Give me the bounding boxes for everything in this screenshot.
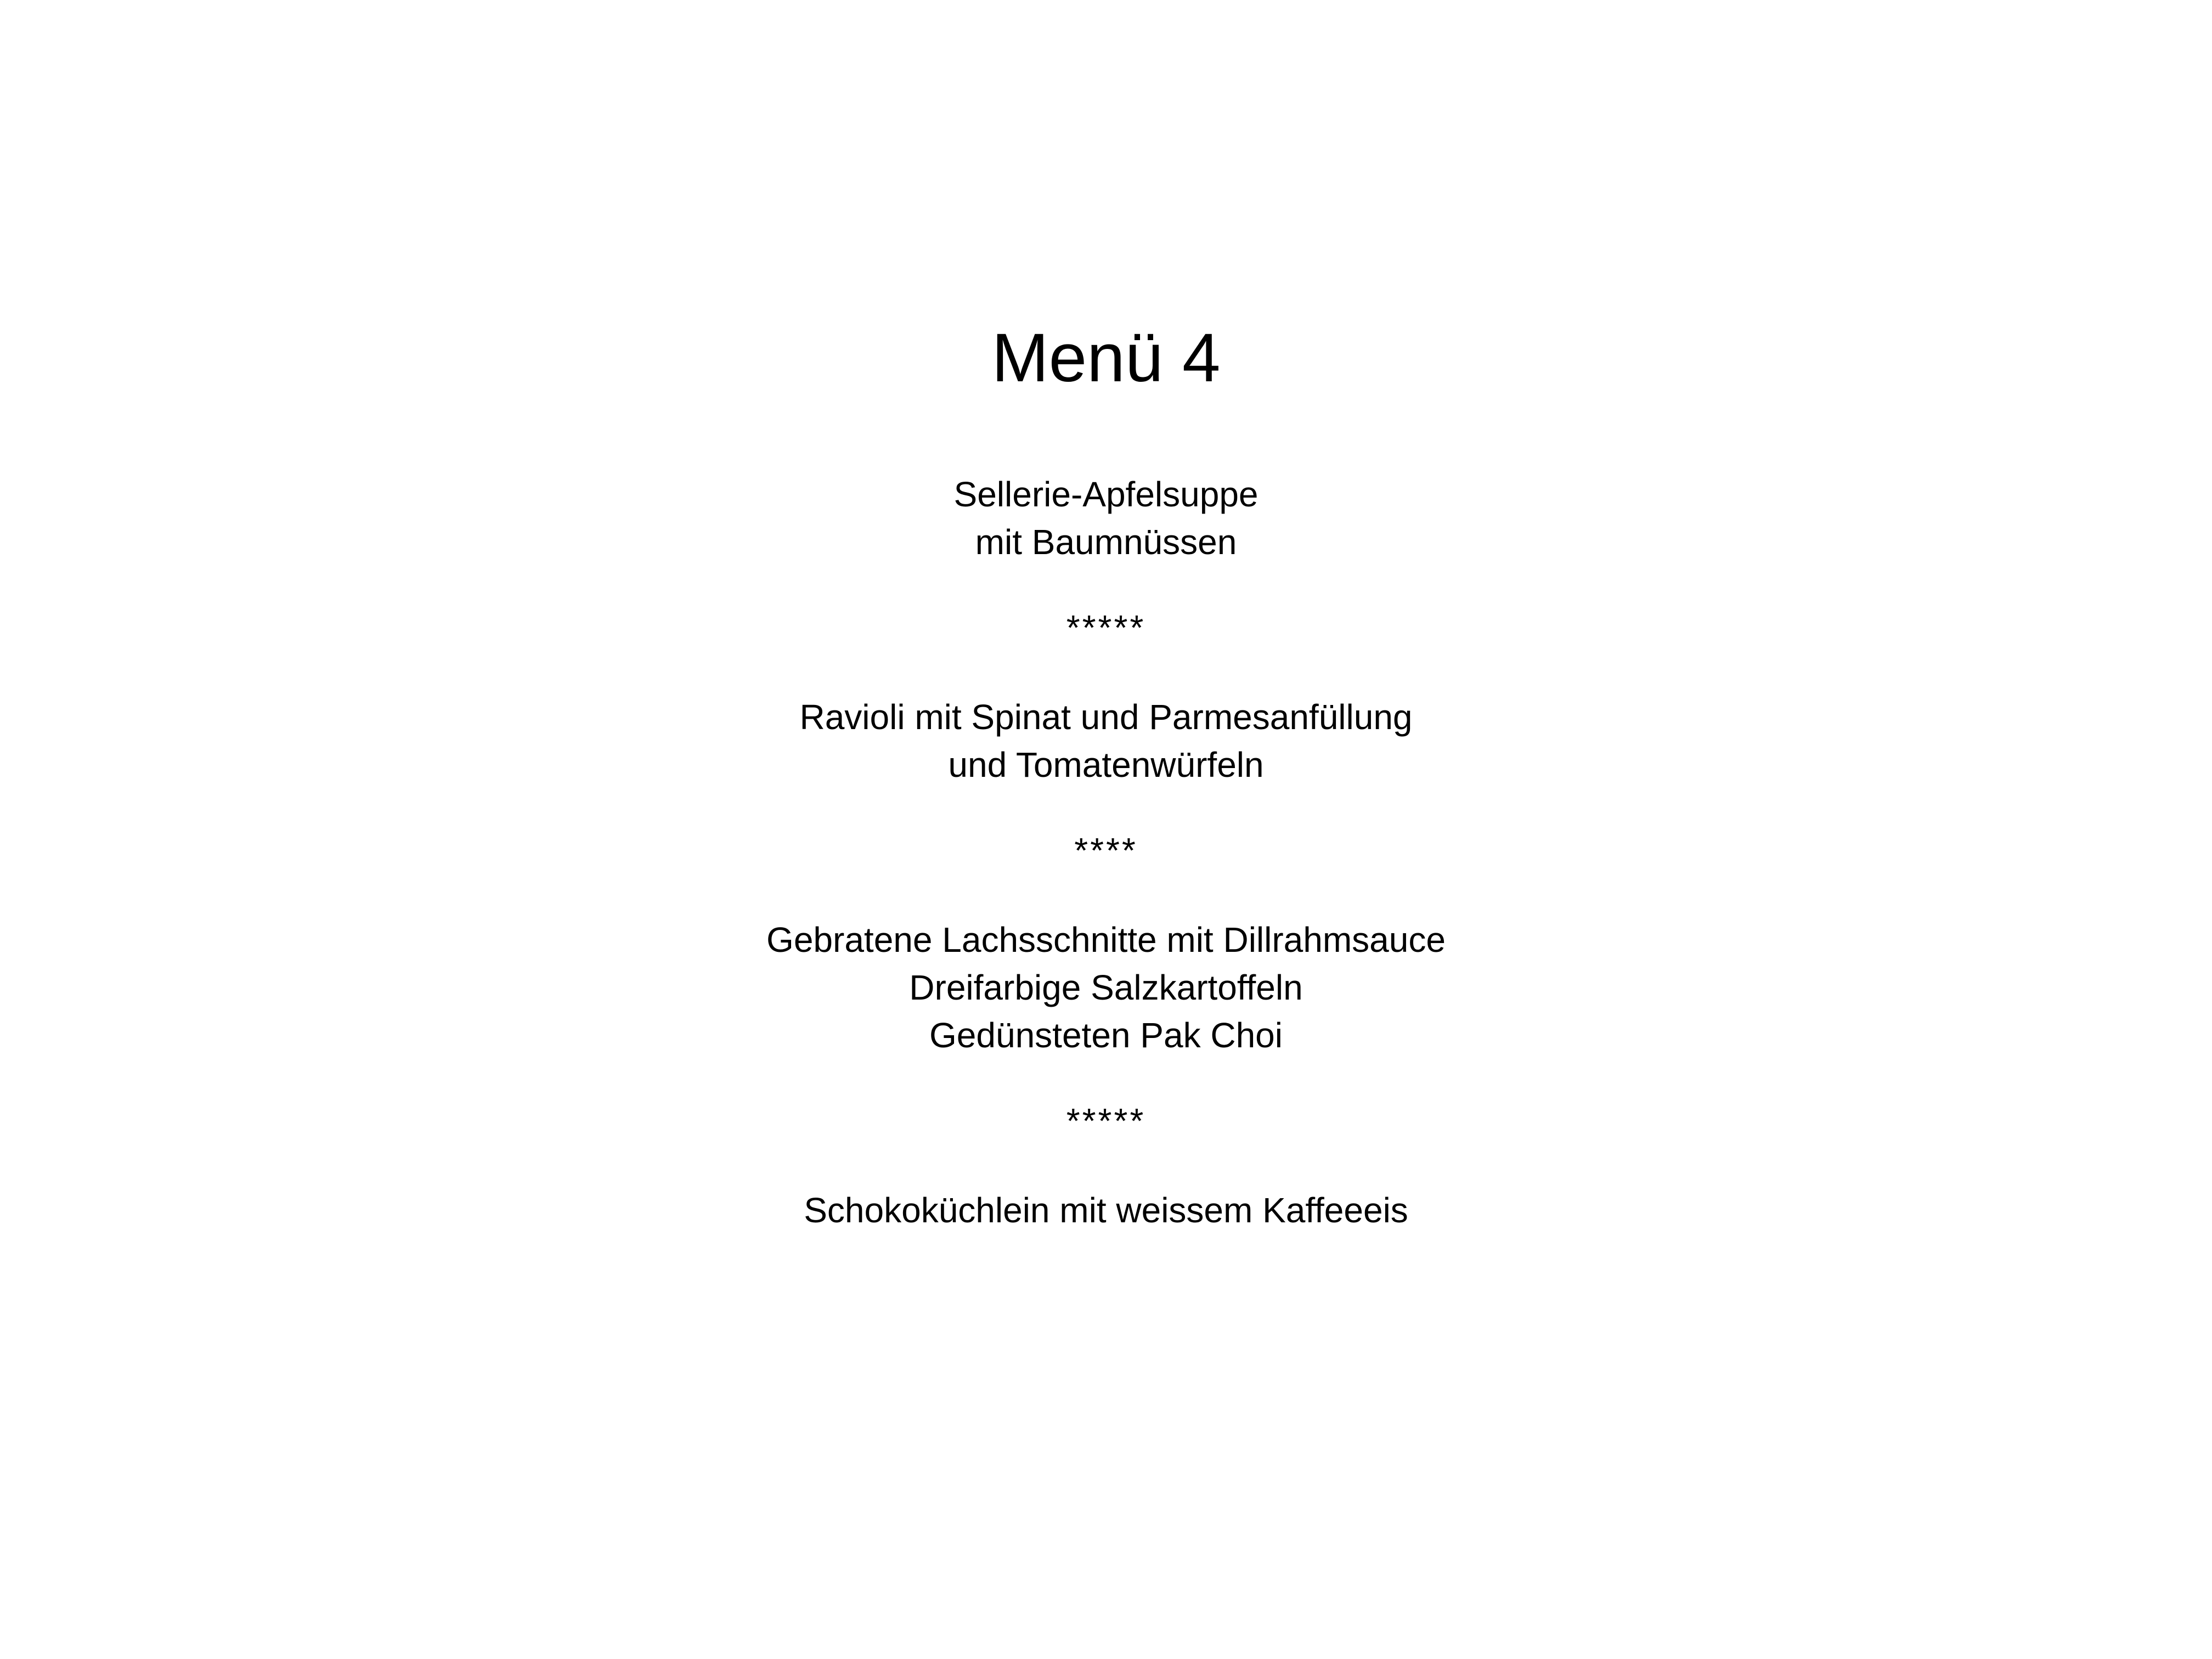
separator: *****: [1066, 608, 1146, 647]
course-dessert: [0, 1187, 2212, 1234]
course-starter: [0, 471, 2212, 566]
course-line: Ravioli mit Spinat und Parmesanfüllung: [799, 697, 1413, 737]
course-line: und Tomatenwürfeln: [948, 745, 1264, 785]
course-line: Sellerie-Apfelsuppe: [953, 475, 1259, 514]
course-line: Gebratene Lachsschnitte mit Dillrahmsauce: [766, 920, 1446, 960]
menu-title: Menü 4: [991, 320, 1221, 396]
course-line: mit Baumnüssen: [975, 522, 1237, 562]
course-line: Schokoküchlein mit weissem Kaffeeeis: [804, 1190, 1408, 1230]
course-line: Dreifarbige Salzkartoffeln: [909, 968, 1303, 1007]
course-line: Gedünsteten Pak Choi: [929, 1015, 1283, 1055]
course-intermediate: [0, 693, 2212, 789]
menu-body: [0, 471, 2212, 1234]
course-main: [0, 916, 2212, 1059]
separator: ****: [1074, 831, 1138, 870]
separator: *****: [1066, 1101, 1146, 1141]
